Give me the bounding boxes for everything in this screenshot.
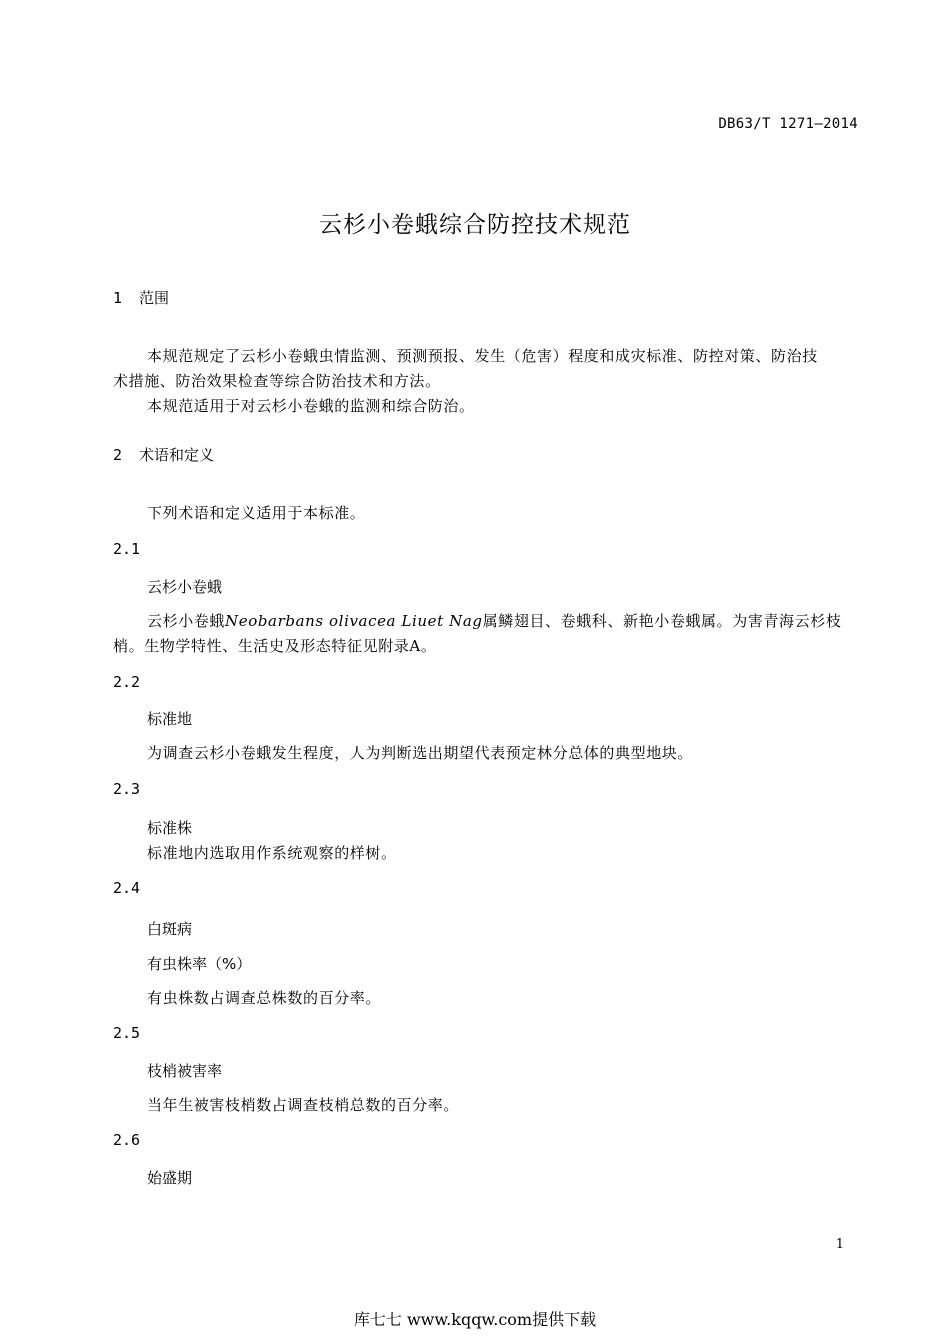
terms-intro: 下列术语和定义适用于本标准。 bbox=[147, 504, 366, 522]
term-2-3-definition: 标准地内选取用作系统观察的样树。 bbox=[147, 844, 397, 862]
term-2-1-number: 2.1 bbox=[113, 540, 141, 558]
term-2-5-name: 枝梢被害率 bbox=[147, 1062, 223, 1080]
section-title: 范围 bbox=[139, 289, 170, 307]
term-2-6-number: 2.6 bbox=[113, 1131, 141, 1149]
section-number: 1 bbox=[113, 289, 123, 307]
term-2-1-name: 云杉小卷蛾 bbox=[147, 578, 223, 596]
download-watermark: 库七七 www.kqqw.com提供下载 bbox=[353, 1310, 597, 1329]
term-2-5-number: 2.5 bbox=[113, 1024, 141, 1042]
latin-name: Neobarbans olivacea Liuet Nag bbox=[225, 612, 483, 630]
scope-paragraph-line-2: 术措施、防治效果检查等综合防治技术和方法。 bbox=[113, 372, 441, 390]
definition-suffix: 属鳞翅目、卷蛾科、新艳小卷蛾属。为害青海云杉枝 bbox=[482, 612, 842, 630]
term-2-5-definition: 当年生被害枝梢数占调查枝梢总数的百分率。 bbox=[147, 1096, 460, 1114]
document-code: DB63/T 1271—2014 bbox=[718, 116, 858, 132]
scope-paragraph-2: 本规范适用于对云杉小卷蛾的监测和综合防治。 bbox=[147, 397, 475, 415]
term-2-6-name: 始盛期 bbox=[147, 1169, 193, 1187]
term-2-3-number: 2.3 bbox=[113, 780, 141, 798]
term-2-1-definition-line-1 bbox=[147, 610, 841, 631]
term-2-3-name: 标准株 bbox=[147, 819, 193, 837]
section-number: 2 bbox=[113, 446, 123, 464]
term-2-4-subname: 有虫株率（%） bbox=[147, 955, 252, 973]
term-2-4-number: 2.4 bbox=[113, 879, 141, 897]
term-2-4-name: 白斑病 bbox=[147, 920, 193, 938]
term-2-2-definition: 为调查云杉小卷蛾发生程度，人为判断选出期望代表预定林分总体的典型地块。 bbox=[147, 744, 694, 762]
term-2-2-name: 标准地 bbox=[147, 710, 193, 728]
term-2-4-definition: 有虫株数占调查总株数的百分率。 bbox=[147, 989, 382, 1007]
document-title: 云杉小卷蛾综合防控技术规范 bbox=[319, 212, 631, 238]
section-title: 术语和定义 bbox=[139, 446, 215, 464]
term-2-1-definition-line-2: 梢。生物学特性、生活史及形态特征见附录A。 bbox=[113, 637, 437, 655]
scope-paragraph-line-1: 本规范规定了云杉小卷蛾虫情监测、预测预报、发生（危害）程度和成灾标准、防控对策、防治技 bbox=[147, 347, 818, 365]
term-2-2-number: 2.2 bbox=[113, 673, 141, 691]
section-2-heading bbox=[113, 444, 214, 465]
page-number: 1 bbox=[835, 1237, 844, 1252]
section-1-heading bbox=[113, 287, 169, 308]
definition-prefix: 云杉小卷蛾 bbox=[147, 612, 226, 630]
